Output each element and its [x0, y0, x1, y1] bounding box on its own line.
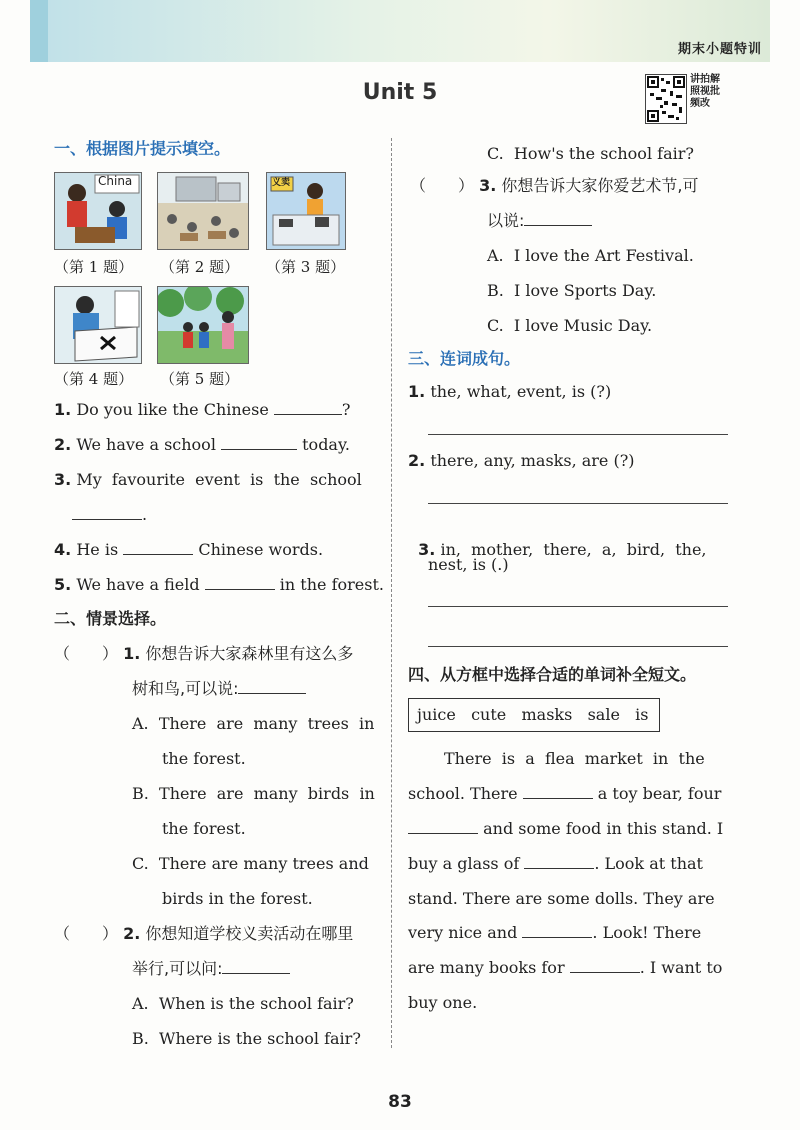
passage-line-1: There is a flea market in the: [444, 749, 705, 768]
caption-2: （第 2 题）: [160, 258, 240, 276]
passage-line-2: school. There a toy bear, four: [408, 784, 722, 803]
answer-blank[interactable]: [524, 854, 594, 869]
page-title: Unit 5: [362, 80, 438, 105]
word-box-words: juice cute masks sale is: [417, 705, 649, 724]
s2-q2-option-a: A. When is the school fair?: [132, 994, 354, 1013]
answer-paren[interactable]: （ ）: [54, 924, 119, 943]
passage-line-4: buy a glass of . Look at that: [408, 854, 703, 873]
answer-blank[interactable]: [408, 819, 478, 834]
answer-line[interactable]: [428, 646, 728, 647]
caption-5: （第 5 题）: [160, 370, 240, 388]
s1-question-1: 1. Do you like the Chinese ?: [54, 400, 351, 419]
word-box: [408, 698, 660, 732]
caption-4: （第 4 题）: [54, 370, 134, 388]
answer-blank[interactable]: [222, 959, 290, 974]
s1-question-3: 3. My favourite event is the school: [54, 470, 362, 489]
s1-question-2: 2. We have a school today.: [54, 435, 350, 454]
answer-blank[interactable]: [523, 784, 593, 799]
s2-q1-option-c-cont: birds in the forest.: [162, 889, 313, 908]
s2-q1-option-c: C. There are many trees and: [132, 854, 369, 873]
s3-question-2: 2. there, any, masks, are (?): [408, 451, 635, 470]
answer-paren[interactable]: （ ）: [54, 644, 119, 663]
s2-q1-line1: （ ） 1. 你想告诉大家森林里有这么多: [54, 644, 354, 663]
passage-line-5: stand. There are some dolls. They are: [408, 889, 715, 908]
s2-q2-line1: （ ） 2. 你想知道学校义卖活动在哪里: [54, 924, 354, 943]
page-number: 83: [388, 1092, 412, 1112]
caption-3: （第 3 题）: [266, 258, 346, 276]
answer-line[interactable]: [428, 606, 728, 607]
qr-label: 讲拍解照视批频改: [690, 74, 720, 109]
answer-blank[interactable]: [522, 923, 592, 938]
picture-4: [54, 286, 142, 364]
s2-q1-option-b-cont: the forest.: [162, 819, 246, 838]
s3-question-3-cont: nest, is (.): [428, 555, 509, 574]
column-divider: [391, 138, 392, 1048]
answer-blank[interactable]: [205, 575, 275, 590]
passage-line-6: very nice and . Look! There: [408, 923, 702, 942]
s2-q3-option-b: B. I love Sports Day.: [487, 281, 657, 300]
header-strip: [30, 0, 48, 62]
picture-5: [157, 286, 249, 364]
answer-blank[interactable]: [238, 679, 306, 694]
answer-blank[interactable]: [72, 505, 142, 520]
section4-heading: 四、从方框中选择合适的单词补全短文。: [408, 665, 697, 684]
s2-q3-line1: （ ） 3. 你想告诉大家你爱艺术节,可: [410, 176, 699, 195]
answer-line[interactable]: [428, 503, 728, 504]
s1-question-5: 5. We have a field in the forest.: [54, 575, 384, 594]
answer-line[interactable]: [428, 434, 728, 435]
s2-q2-option-b: B. Where is the school fair?: [132, 1029, 361, 1048]
answer-blank[interactable]: [274, 400, 342, 415]
answer-paren[interactable]: （ ）: [410, 176, 475, 195]
answer-blank[interactable]: [524, 211, 592, 226]
passage-line-7: are many books for . I want to: [408, 958, 723, 977]
s2-q1-option-a-cont: the forest.: [162, 749, 246, 768]
section2-heading: 二、情景选择。: [54, 609, 167, 628]
s3-question-1: 1. the, what, event, is (?): [408, 382, 612, 401]
picture-3-sign: 义卖: [272, 178, 291, 188]
s2-q1-option-b: B. There are many birds in: [132, 784, 375, 803]
passage-line-3: and some food in this stand. I: [408, 819, 723, 839]
s1-question-4: 4. He is Chinese words.: [54, 540, 324, 559]
answer-blank[interactable]: [570, 958, 640, 973]
section3-heading: 三、连词成句。: [408, 349, 521, 368]
s2-q3-option-c: C. I love Music Day.: [487, 316, 653, 335]
answer-blank[interactable]: [123, 540, 193, 555]
caption-1: （第 1 题）: [54, 258, 134, 276]
answer-blank[interactable]: [221, 435, 297, 450]
header-banner: [30, 0, 770, 62]
passage-line-8: buy one.: [408, 993, 478, 1012]
section1-heading: 一、根据图片提示填空。: [54, 139, 231, 158]
header-label: 期末小题特训: [677, 42, 762, 57]
s1-question-3-cont: .: [72, 505, 147, 525]
s3-question-3: 3. in, mother, there, a, bird, the,: [418, 540, 707, 559]
picture-1-sign: China: [98, 174, 133, 188]
qr-code-icon[interactable]: [645, 74, 687, 124]
s2-q3-option-a: A. I love the Art Festival.: [487, 246, 694, 265]
s2-q3-line2: 以说:: [487, 211, 592, 231]
s2-q2-option-c: C. How's the school fair?: [487, 144, 694, 163]
s2-q1-option-a: A. There are many trees in: [132, 714, 375, 733]
s2-q1-line2: 树和鸟,可以说:: [132, 679, 306, 699]
s2-q2-line2: 举行,可以问:: [132, 959, 290, 979]
picture-2: [157, 172, 249, 250]
